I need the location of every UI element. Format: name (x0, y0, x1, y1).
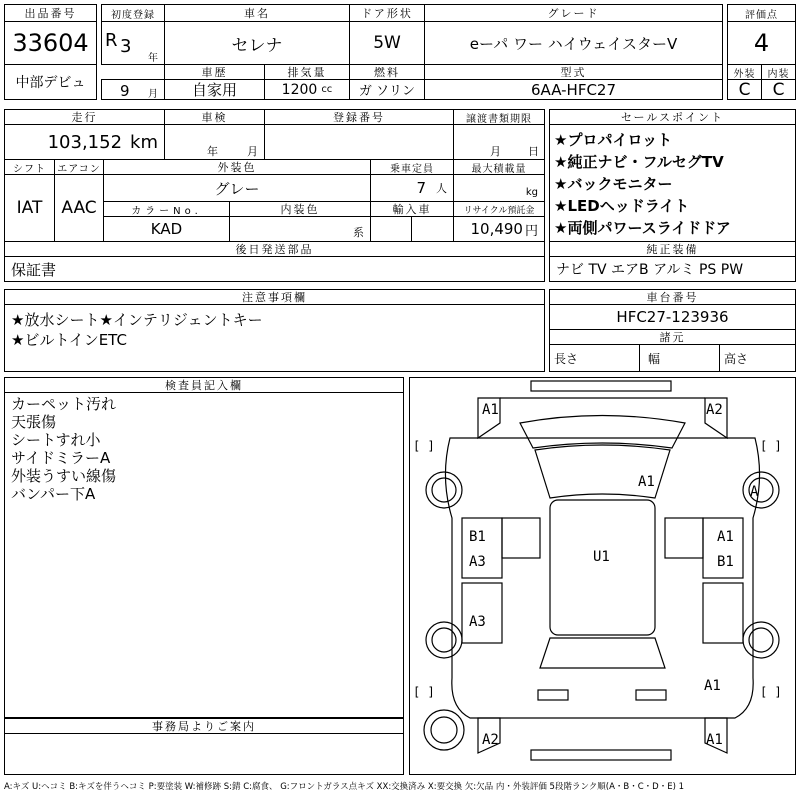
sales-point-1: ★プロパイロット (554, 131, 673, 149)
load-cell (453, 174, 545, 202)
history-label: 車歴 (164, 64, 265, 80)
car-diagram (409, 377, 796, 775)
transfer-cell (453, 124, 545, 160)
fuel-label: 燃料 (349, 64, 425, 80)
mark-left-front-lower: A3 (469, 554, 486, 570)
inspector-line-3: シートすれ小 (11, 431, 101, 449)
inspection-year-unit: 年 (207, 145, 218, 158)
tail-lamp-left (538, 690, 568, 700)
mileage-value: 103,152 (47, 131, 123, 153)
rear-bumper-shape (531, 750, 671, 760)
inspector-box (4, 392, 404, 718)
exterior-label: 外装 (727, 64, 762, 80)
mark-front-right-wheel: A (750, 484, 759, 500)
mark-right-front-lower: B1 (717, 554, 734, 570)
inspection-cell (164, 124, 265, 160)
front-bumper-shape (531, 381, 671, 391)
office-label: 事務局よりご案内 (4, 718, 404, 734)
bracket-1: [ ] (413, 439, 435, 453)
load-unit: kg (525, 186, 538, 198)
exterior-value: C (727, 79, 762, 100)
fuel-value: ガ ソリン (349, 79, 425, 100)
grade-label: グレード (424, 4, 723, 22)
mark-right-front-door: A1 (717, 529, 734, 545)
load-label: 最大積載量 (453, 159, 545, 175)
rear-window (540, 638, 665, 668)
later-parts-label: 後日発送部品 (4, 241, 545, 257)
inspector-line-1: カーペット汚れ (11, 395, 117, 413)
lot-number-label: 出品番号 (4, 4, 97, 22)
interior-color-label: 内装色 (229, 201, 371, 217)
sales-point-3: ★バックモニター (554, 175, 673, 193)
capacity-cell (370, 174, 454, 202)
width-label: 幅 (639, 344, 720, 372)
car-name-value: セレナ (164, 21, 350, 65)
chassis-value: HFC27-123936 (549, 304, 796, 330)
capacity-value: 7 (416, 179, 426, 197)
color-value: グレー (103, 174, 371, 202)
sales-point-4: ★LEDヘッドライト (554, 197, 690, 215)
recycle-value: 10,490 (470, 220, 523, 238)
sales-point-5: ★両側パワースライドドア (554, 219, 731, 237)
shift-value: IAT (4, 174, 55, 242)
score-label: 評価点 (727, 4, 796, 22)
month-unit: 月 (148, 89, 158, 100)
displacement-cell (264, 79, 350, 100)
era-value: R (105, 30, 118, 51)
mileage-cell (4, 124, 165, 160)
bracket-4: [ ] (760, 685, 782, 699)
mark-left-front-door: B1 (469, 529, 486, 545)
right-window (665, 518, 703, 558)
office-box (4, 733, 404, 775)
debut-label: 中部デビュ (4, 64, 97, 100)
car-name-label: 車名 (164, 4, 350, 22)
hood (520, 416, 685, 449)
door-label: ドア形状 (349, 4, 425, 22)
registration-cell (264, 124, 454, 160)
inspection-month-unit: 月 (247, 145, 258, 158)
notes-box (4, 304, 545, 372)
inspector-line-2: 天張傷 (11, 413, 57, 431)
ac-label: エアコン (54, 159, 104, 175)
height-label: 高さ (719, 344, 796, 372)
capacity-label: 乗車定員 (370, 159, 454, 175)
front-left-wheel (426, 472, 462, 508)
equipment-label: 純正装備 (549, 241, 796, 257)
displacement-unit: cc (321, 84, 333, 95)
later-parts-value: 保証書 (4, 256, 545, 282)
legend-text: A:キズ U:ヘコミ B:キズを伴うヘコミ P:要塗装 W:補修跡 S:錆 C:腐食、 G:フロントガラス点キズ XX:交換済み X:要交換 欠:欠品 内・外装評価 5段階ランク順(A・B・C・D・E) 1 (4, 782, 685, 792)
mileage-label: 走行 (4, 109, 165, 125)
grade-value: eーパ ワー ハイウェイスターV (424, 21, 723, 65)
left-window (502, 518, 540, 558)
model-value: 6AA-HFC27 (424, 79, 723, 100)
first-registration-month-cell (101, 79, 165, 100)
color-label: 外装色 (103, 159, 371, 175)
history-value: 自家用 (164, 79, 265, 100)
import-label: 輸入車 (370, 201, 454, 217)
bracket-2: [ ] (760, 439, 782, 453)
transfer-month-unit: 月 (490, 145, 501, 158)
year-unit: 年 (148, 53, 158, 64)
color-no-value: KAD (103, 216, 230, 242)
ac-value: AAC (54, 174, 104, 242)
mileage-unit: km (130, 131, 158, 153)
score-value: 4 (727, 21, 796, 65)
sales-points-label: セールスポイント (549, 109, 796, 125)
equipment-value: ナビ TV エアB アルミ PS PW (549, 256, 796, 282)
tail-lamp-right (636, 690, 666, 700)
month-value: 9 (120, 82, 130, 100)
transfer-day-unit: 日 (528, 145, 539, 158)
inspector-line-4: サイドミラーA (11, 449, 111, 467)
car-diagram-svg (410, 378, 795, 774)
color-no-label: カラーNo. (103, 201, 230, 217)
mark-rear-right: A1 (706, 732, 723, 748)
model-label: 型式 (424, 64, 723, 80)
displacement-label: 排気量 (264, 64, 350, 80)
interior-color-unit: 系 (353, 226, 364, 239)
mark-front-left: A1 (482, 402, 499, 418)
notes-label: 注意事項欄 (4, 289, 545, 305)
inspector-line-6: バンパー下A (11, 485, 96, 503)
mark-rear-left: A2 (482, 732, 499, 748)
transfer-label: 譲渡書類期限 (453, 109, 545, 125)
lot-number-value: 33604 (4, 21, 97, 65)
recycle-cell (453, 216, 545, 242)
interior-color-cell (229, 216, 371, 242)
year-value: 3 (120, 36, 132, 57)
inspection-label: 車検 (164, 109, 265, 125)
door-value: 5W (349, 21, 425, 65)
right-rear-door (703, 583, 743, 643)
mark-left-rear-door: A3 (469, 614, 486, 630)
spare-wheel (424, 710, 464, 750)
sales-points-box (549, 124, 796, 242)
interior-label: 内装 (761, 64, 796, 80)
chassis-label: 車台番号 (549, 289, 796, 305)
interior-value: C (761, 79, 796, 100)
first-registration-cell (101, 21, 165, 65)
inspector-label: 検査員記入欄 (4, 377, 404, 393)
recycle-label: リサイクル預託金 (453, 201, 545, 217)
first-registration-label: 初度登録 (101, 4, 165, 22)
bracket-3: [ ] (413, 685, 435, 699)
import-cell-2 (411, 216, 454, 242)
import-cell (370, 216, 412, 242)
left-rear-door (462, 583, 502, 643)
capacity-unit: 人 (436, 182, 447, 195)
notes-line-1: ★放水シート★インテリジェントキー (11, 311, 263, 329)
roof (550, 500, 655, 635)
displacement-value: 1200 (281, 81, 318, 98)
registration-label: 登録番号 (264, 109, 454, 125)
inspector-line-5: 外装うすい線傷 (11, 467, 117, 485)
sales-point-2: ★純正ナビ・フルセグTV (554, 153, 724, 171)
specs-label: 諸元 (549, 329, 796, 345)
length-label: 長さ (549, 344, 640, 372)
shift-label: シフト (4, 159, 55, 175)
recycle-unit: 円 (524, 223, 538, 239)
mark-roof: U1 (593, 549, 610, 565)
windshield (535, 445, 670, 498)
mark-front-right: A2 (706, 402, 723, 418)
mark-right-rear: A1 (704, 678, 721, 694)
mark-hood: A1 (638, 474, 655, 490)
notes-line-2: ★ビルトインETC (11, 331, 127, 349)
